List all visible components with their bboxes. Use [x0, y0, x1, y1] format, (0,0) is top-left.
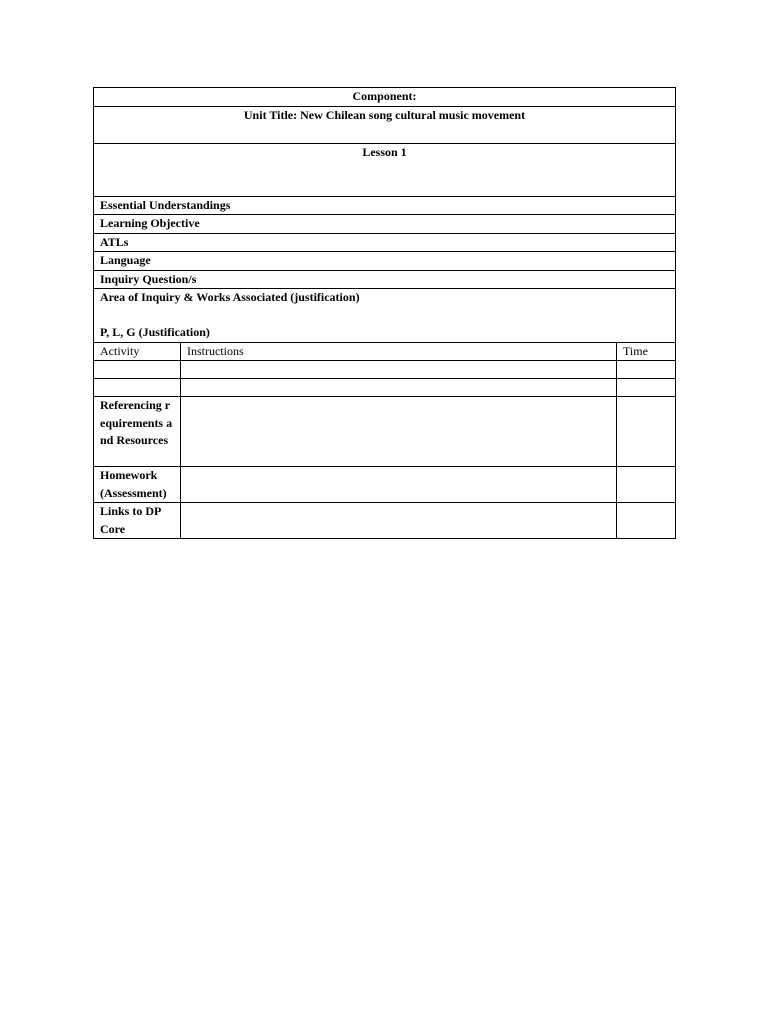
time-cell — [617, 379, 676, 397]
lesson-title: Lesson 1 — [94, 143, 676, 196]
area-of-inquiry-row — [94, 289, 676, 343]
referencing-instructions-cell — [181, 397, 617, 467]
activity-cell — [94, 379, 181, 397]
time-cell — [617, 361, 676, 379]
column-header-row — [94, 342, 676, 361]
links-row — [94, 503, 676, 539]
essential-understandings-row — [94, 196, 676, 215]
referencing-label: Referencing requirements and Resources — [94, 397, 181, 467]
component-label: Component: — [94, 88, 676, 107]
homework-time-cell — [617, 467, 676, 503]
referencing-time-cell — [617, 397, 676, 467]
activity-row — [94, 361, 676, 379]
links-instructions-cell — [181, 503, 617, 539]
lesson-row — [94, 143, 676, 196]
area-of-inquiry-label: Area of Inquiry & Works Associated (justification) — [100, 290, 360, 304]
component-row — [94, 88, 676, 107]
instructions-cell — [181, 379, 617, 397]
unit-title-row — [94, 106, 676, 143]
language-row — [94, 252, 676, 271]
plg-label: P, L, G (Justification) — [100, 325, 210, 339]
time-header: Time — [617, 342, 676, 361]
language-label: Language — [94, 252, 676, 271]
referencing-row — [94, 397, 676, 467]
activity-cell — [94, 361, 181, 379]
learning-objective-label: Learning Objective — [94, 215, 676, 234]
activity-header: Activity — [94, 342, 181, 361]
atls-row — [94, 233, 676, 252]
atls-label: ATLs — [94, 233, 676, 252]
inquiry-questions-row — [94, 270, 676, 289]
instructions-header: Instructions — [181, 342, 617, 361]
unit-title: Unit Title: New Chilean song cultural music movement — [94, 106, 676, 143]
inquiry-questions-label: Inquiry Question/s — [94, 270, 676, 289]
essential-understandings-label: Essential Understandings — [94, 196, 676, 215]
links-label: Links to DP Core — [94, 503, 181, 539]
instructions-cell — [181, 361, 617, 379]
lesson-plan-table — [93, 87, 676, 539]
learning-objective-row — [94, 215, 676, 234]
homework-row — [94, 467, 676, 503]
area-of-inquiry-cell — [94, 289, 676, 343]
homework-label: Homework (Assessment) — [94, 467, 181, 503]
links-time-cell — [617, 503, 676, 539]
activity-row — [94, 379, 676, 397]
homework-instructions-cell — [181, 467, 617, 503]
